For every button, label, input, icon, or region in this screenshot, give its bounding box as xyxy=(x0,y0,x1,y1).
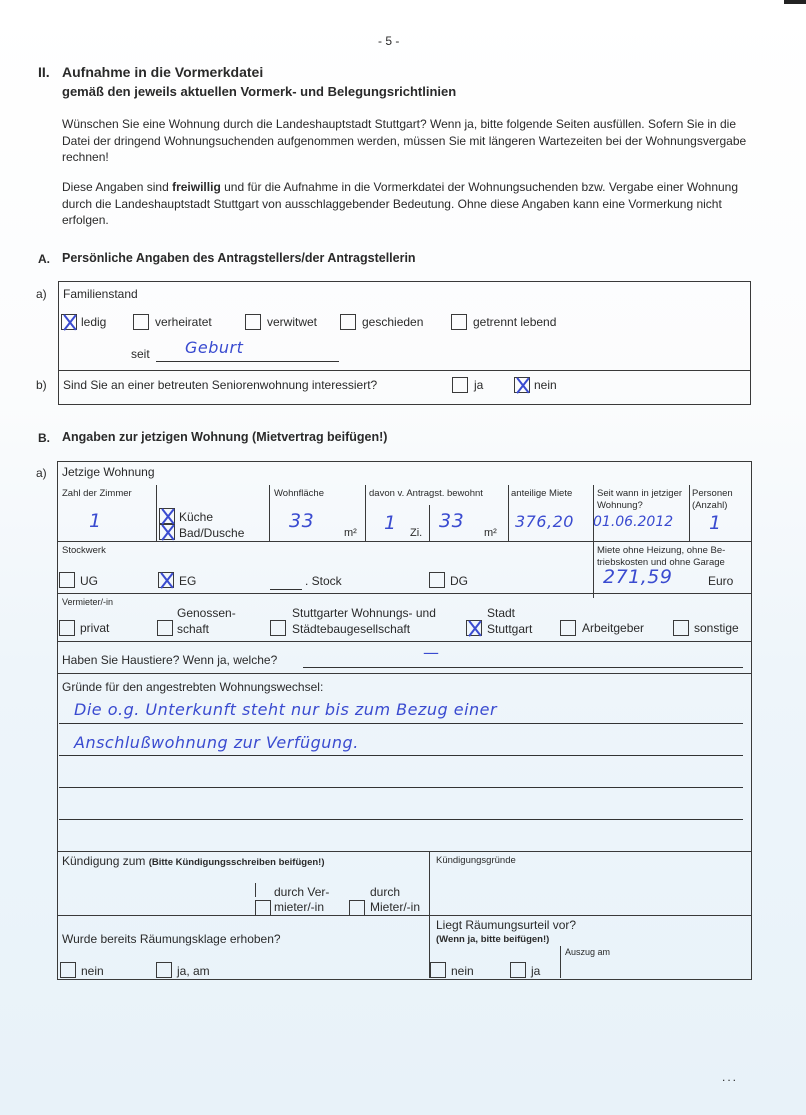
bewohnt-label: davon v. Antragst. bewohnt xyxy=(369,488,483,499)
wohnflaeche-value[interactable]: 33 xyxy=(289,510,315,532)
checkbox-urteil-nein[interactable] xyxy=(430,962,446,978)
senioren-nein-label: nein xyxy=(534,378,557,392)
seit-underline xyxy=(156,361,339,362)
paragraph-text: Diese Angaben sind xyxy=(62,180,173,194)
checkbox-verwitwet[interactable] xyxy=(245,314,261,330)
divider xyxy=(57,673,752,674)
gruende-line-1[interactable]: Die o.g. Unterkunft steht nur bis zum Bezug einer xyxy=(74,700,498,719)
personen-value[interactable]: 1 xyxy=(709,512,722,534)
section-number: II. xyxy=(38,64,50,80)
senioren-question: Sind Sie an einer betreuten Seniorenwohnung interessiert? xyxy=(63,378,378,392)
checkbox-bad-dusche[interactable] xyxy=(159,524,175,540)
bewohnt-zimmer-value[interactable]: 1 xyxy=(384,512,397,534)
divider xyxy=(255,883,256,897)
unit-euro: Euro xyxy=(708,574,734,588)
vermieter-label: Vermieter/-in xyxy=(62,597,114,607)
dg-label: DG xyxy=(450,574,468,588)
ug-label: UG xyxy=(80,574,98,588)
seit-label: seit xyxy=(131,347,150,361)
section-b-letter: B. xyxy=(38,431,50,445)
miete-label: anteilige Miete xyxy=(511,488,573,499)
option-verwitwet: verwitwet xyxy=(267,315,318,329)
checkbox-eg[interactable] xyxy=(158,572,174,588)
vermieter-sonstige-label: sonstige xyxy=(694,621,739,635)
scan-corner-mark xyxy=(784,0,806,4)
vermieter-genossenschaft-label: Genossen-schaft xyxy=(177,606,236,636)
page-number: - 5 - xyxy=(378,34,400,48)
kuendigung-note: (Bitte Kündigungsschreiben beifügen!) xyxy=(148,857,325,868)
section-subtitle: gemäß den jeweils aktuellen Vormerk- und Belegungsrichtlinien xyxy=(62,84,457,99)
row-label-b: b) xyxy=(36,378,47,392)
seit-wann-value[interactable]: 01.06.2012 xyxy=(593,514,674,530)
haustiere-label: Haben Sie Haustiere? Wenn ja, welche? xyxy=(62,653,278,667)
haustiere-underline xyxy=(303,667,743,668)
kuendigung-label xyxy=(62,854,324,868)
section-a-letter: A. xyxy=(38,252,50,266)
durch-mieter-label: durch Mieter/-in xyxy=(370,885,421,914)
option-geschieden: geschieden xyxy=(362,315,424,329)
auszug-label: Auszug am xyxy=(565,947,611,957)
urteil-ja-label: ja xyxy=(531,964,541,978)
miete-value[interactable]: 376,20 xyxy=(515,512,574,531)
senioren-ja-label: ja xyxy=(474,378,484,392)
checkbox-dg[interactable] xyxy=(429,572,445,588)
checkbox-klage-nein[interactable] xyxy=(60,962,76,978)
divider xyxy=(57,541,752,542)
vermieter-swsg-label: Stuttgarter Wohnungs- und Städtebaugesellschaft xyxy=(292,606,436,636)
option-getrennt-lebend: getrennt lebend xyxy=(473,315,557,329)
divider xyxy=(365,485,366,541)
checkbox-senioren-ja[interactable] xyxy=(452,377,468,393)
gruende-line-2[interactable]: Anschlußwohnung zur Verfügung. xyxy=(74,733,359,752)
bewohnt-flaeche-value[interactable]: 33 xyxy=(439,510,465,532)
gruende-underline xyxy=(59,755,743,756)
option-verheiratet: verheiratet xyxy=(155,315,212,329)
vermieter-arbeitgeber-label: Arbeitgeber xyxy=(582,621,645,635)
gruende-underline xyxy=(59,819,743,820)
gruende-underline xyxy=(59,787,743,788)
raeumungsklage-label: Wurde bereits Räumungsklage erhoben? xyxy=(62,932,281,946)
unit-m2: m² xyxy=(484,527,497,539)
checkbox-verheiratet[interactable] xyxy=(133,314,149,330)
option-ledig: ledig xyxy=(81,315,107,329)
stock-label: . Stock xyxy=(305,574,342,588)
divider xyxy=(560,946,561,978)
seit-wann-label: Seit wann in jetziger Wohnung? xyxy=(597,488,683,511)
checkbox-geschieden[interactable] xyxy=(340,314,356,330)
checkbox-vermieter-swsg[interactable] xyxy=(270,620,286,636)
divider xyxy=(57,593,752,594)
urteil-note: (Wenn ja, bitte beifügen!) xyxy=(436,934,550,945)
divider xyxy=(429,505,430,541)
section-a-title: Persönliche Angaben des Antragstellers/der Antragstellerin xyxy=(62,251,416,265)
section-title: Aufnahme in die Vormerkdatei xyxy=(62,64,264,80)
divider xyxy=(57,641,752,642)
paragraph-emphasis: freiwillig xyxy=(172,180,221,194)
gruende-label: Gründe für den angestrebten Wohnungswechsel: xyxy=(62,680,324,694)
wohnflaeche-label: Wohnfläche xyxy=(274,488,324,499)
checkbox-senioren-nein[interactable] xyxy=(514,377,530,393)
urteil-nein-label: nein xyxy=(451,964,474,978)
divider xyxy=(269,485,270,541)
kuendigungsgruende-label: Kündigungsgründe xyxy=(436,855,516,866)
checkbox-durch-vermieter[interactable] xyxy=(255,900,271,916)
divider xyxy=(58,370,751,371)
kaltmiete-label: Miete ohne Heizung, ohne Be-triebskosten und ohne Garage xyxy=(597,545,726,568)
gruende-underline xyxy=(59,723,743,724)
divider xyxy=(156,485,157,541)
kuendigung-text: Kündigung zum xyxy=(62,854,146,868)
urteil-label: Liegt Räumungsurteil vor? xyxy=(436,918,577,932)
voluntary-paragraph xyxy=(62,179,752,229)
checkbox-getrennt-lebend[interactable] xyxy=(451,314,467,330)
vermieter-privat-label: privat xyxy=(80,621,110,635)
section-b-title: Angaben zur jetzigen Wohnung (Mietvertrag beifügen!) xyxy=(62,430,388,444)
checkbox-vermieter-stadt[interactable] xyxy=(466,620,482,636)
checkbox-urteil-ja[interactable] xyxy=(510,962,526,978)
seit-value[interactable]: Geburt xyxy=(185,338,244,357)
eg-label: EG xyxy=(179,574,197,588)
haustiere-value[interactable]: — xyxy=(423,643,440,662)
bad-dusche-label: Bad/Dusche xyxy=(179,526,245,540)
personen-label: Personen (Anzahl) xyxy=(692,488,733,511)
checkbox-ledig[interactable] xyxy=(61,314,77,330)
checkbox-vermieter-arbeitgeber[interactable] xyxy=(560,620,576,636)
row-label-a: a) xyxy=(36,287,47,301)
familienstand-label: Familienstand xyxy=(63,287,138,301)
checkbox-klage-ja[interactable] xyxy=(156,962,172,978)
checkbox-durch-mieter[interactable] xyxy=(349,900,365,916)
checkbox-ug[interactable] xyxy=(59,572,75,588)
kaltmiete-value[interactable]: 271,59 xyxy=(603,566,673,588)
jetzige-wohnung-label: Jetzige Wohnung xyxy=(62,465,155,479)
zimmer-label: Zahl der Zimmer xyxy=(62,488,132,499)
unit-m2: m² xyxy=(344,527,357,539)
checkbox-vermieter-sonstige[interactable] xyxy=(673,620,689,636)
checkbox-kueche[interactable] xyxy=(159,508,175,524)
klage-ja-label: ja, am xyxy=(177,964,210,978)
intro-paragraph: Wünschen Sie eine Wohnung durch die Landeshauptstadt Stuttgart? Wenn ja, bitte folgende Seiten ausfüllen. Sofern Sie in die Datei der dringend Wohnungsuchenden aufgenommen werden, müssen Sie mit längeren Wartezeiten bei der Wohnungsvergabe rechnen! xyxy=(62,117,747,164)
divider xyxy=(689,485,690,541)
stock-underline xyxy=(270,589,302,590)
divider xyxy=(57,851,752,852)
divider xyxy=(57,915,752,916)
unit-zi: Zi. xyxy=(410,527,423,539)
continuation-marker: ... xyxy=(722,1070,739,1084)
vermieter-stadt-label: Stadt Stuttgart xyxy=(487,606,533,636)
klage-nein-label: nein xyxy=(81,964,104,978)
kueche-label: Küche xyxy=(179,510,214,524)
checkbox-vermieter-privat[interactable] xyxy=(59,620,75,636)
checkbox-vermieter-genossenschaft[interactable] xyxy=(157,620,173,636)
stockwerk-label: Stockwerk xyxy=(62,545,106,556)
paragraph-text: und für die Aufnahme in die Vormerkdatei der Wohnungsuchenden bzw. Vergabe einer Wohnung durch die Landeshauptstadt Stuttgart von ausschlaggebender Bedeutung. Ohne diese Angaben kann eine Vormerkung nicht erfolgen. xyxy=(62,180,739,227)
durch-vermieter-label: durch Ver-mieter/-in xyxy=(274,885,330,914)
divider xyxy=(508,485,509,541)
row-label-a: a) xyxy=(36,466,47,480)
zimmer-value[interactable]: 1 xyxy=(89,510,102,532)
